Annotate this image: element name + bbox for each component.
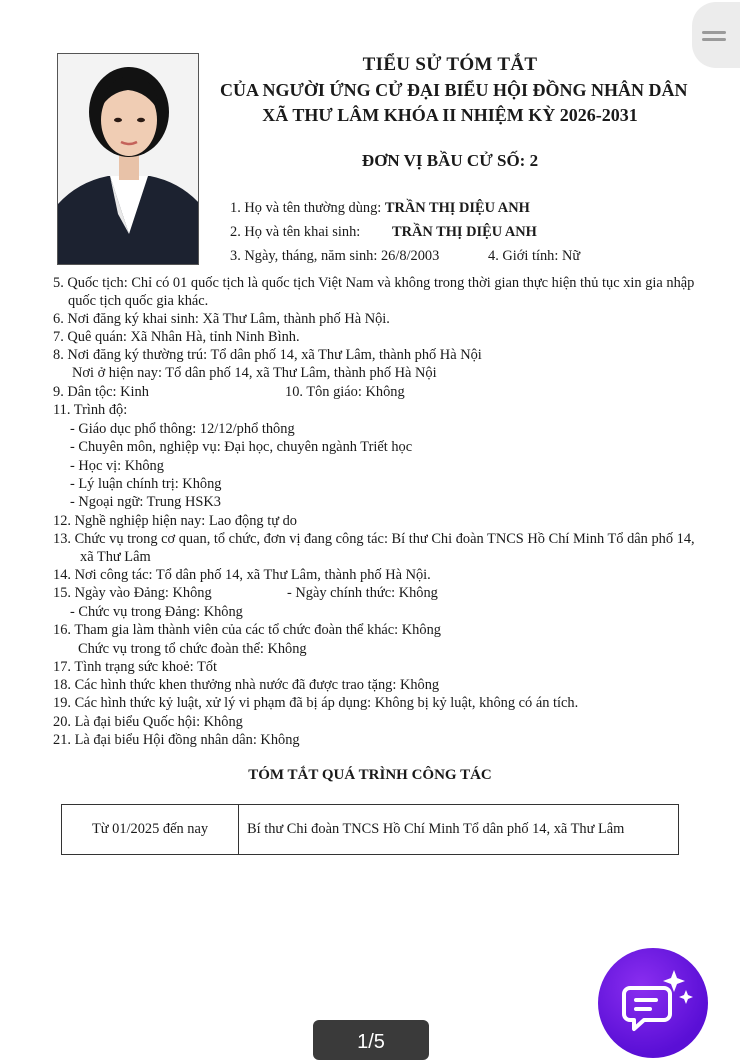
field-hometown: 7. Quê quán: Xã Nhân Hà, tỉnh Ninh Bình. <box>53 329 300 345</box>
field-occupation: 12. Nghề nghiệp hiện nay: Lao động tự do <box>53 513 298 529</box>
ai-assistant-button[interactable] <box>598 948 708 1058</box>
field-peoples-council: 21. Là đại biểu Hội đồng nhân dân: Không <box>53 732 300 748</box>
field-party-join-date: 15. Ngày vào Đảng: Không <box>53 585 212 601</box>
field-organization-position: Chức vụ trong tổ chức đoàn thể: Không <box>78 641 307 657</box>
field-party-position: - Chức vụ trong Đảng: Không <box>70 604 243 620</box>
field-common-name <box>230 199 530 217</box>
field-national-assembly: 20. Là đại biểu Quốc hội: Không <box>53 714 243 730</box>
field-education-political: - Lý luận chính trị: Không <box>70 476 222 492</box>
doc-subtitle-2: XÃ THƯ LÂM KHÓA II NHIỆM KỲ 2026-2031 <box>262 105 638 125</box>
field-awards: 18. Các hình thức khen thưởng nhà nước đã được trao tặng: Không <box>53 677 440 693</box>
field-organizations: 16. Tham gia làm thành viên của các tổ chức đoàn thể khác: Không <box>53 622 441 638</box>
scroll-handle-icon[interactable] <box>692 2 740 68</box>
field-workplace: 14. Nơi công tác: Tổ dân phố 14, xã Thư Lâm, thành phố Hà Nội. <box>53 567 431 583</box>
field-common-name-value: TRẦN THỊ DIỆU ANH <box>384 200 530 216</box>
field-education-general: - Giáo dục phổ thông: 12/12/phổ thông <box>70 421 295 437</box>
page-indicator: 1/5 <box>313 1020 429 1060</box>
ai-chat-sparkle-icon <box>598 948 708 1058</box>
work-history-title: TÓM TẮT QUÁ TRÌNH CÔNG TÁC <box>248 767 492 783</box>
field-birth-registration: 6. Nơi đăng ký khai sinh: Xã Thư Lâm, thành phố Hà Nội. <box>53 311 390 327</box>
field-position-cont: xã Thư Lâm <box>80 549 151 565</box>
field-permanent-residence: 8. Nơi đăng ký thường trú: Tổ dân phố 14, xã Thư Lâm, thành phố Hà Nội <box>53 347 482 363</box>
work-history-table <box>61 804 679 855</box>
field-birth-name-value: TRẦN THỊ DIỆU ANH <box>392 224 537 240</box>
field-ethnicity: 9. Dân tộc: Kinh <box>53 384 149 400</box>
work-period-cell: Từ 01/2025 đến nay <box>62 805 239 855</box>
candidate-photo <box>57 53 199 265</box>
field-nationality-cont: quốc tịch quốc gia khác. <box>68 293 209 309</box>
field-education-language: - Ngoại ngữ: Trung HSK3 <box>70 494 221 510</box>
field-nationality: 5. Quốc tịch: Chỉ có 01 quốc tịch là quốc tịch Việt Nam và không trong thời gian thực hiện thủ tục xin gia nhập <box>53 275 695 291</box>
electoral-unit: ĐƠN VỊ BẦU CỬ SỐ: 2 <box>361 151 539 170</box>
table-row <box>62 805 679 855</box>
field-education-specialty: - Chuyên môn, nghiệp vụ: Đại học, chuyên ngành Triết học <box>70 439 413 455</box>
field-current-residence: Nơi ở hiện nay: Tổ dân phố 14, xã Thư Lâm, thành phố Hà Nội <box>72 365 437 381</box>
field-health: 17. Tình trạng sức khoẻ: Tốt <box>53 659 217 675</box>
field-education-degree: - Học vị: Không <box>70 458 164 474</box>
field-discipline: 19. Các hình thức kỷ luật, xử lý vi phạm đã bị áp dụng: Không bị kỷ luật, không có án tích. <box>53 695 579 711</box>
field-party-official-date: - Ngày chính thức: Không <box>287 585 438 601</box>
field-gender: 4. Giới tính: Nữ <box>488 248 581 264</box>
field-birth-name-label: 2. Họ và tên khai sinh: <box>230 224 361 240</box>
field-position: 13. Chức vụ trong cơ quan, tổ chức, đơn vị đang công tác: Bí thư Chi đoàn TNCS Hồ Chí Minh Tổ dân phố 14, <box>53 531 695 547</box>
field-education: 11. Trình độ: <box>53 402 128 418</box>
doc-subtitle-1: CỦA NGƯỜI ỨNG CỬ ĐẠI BIỂU HỘI ĐỒNG NHÂN DÂN <box>220 80 688 100</box>
doc-title: TIỂU SỬ TÓM TẮT <box>362 54 538 75</box>
portrait-image <box>58 54 199 265</box>
field-common-name-label: 1. Họ và tên thường dùng: <box>230 200 385 216</box>
work-position-cell: Bí thư Chi đoàn TNCS Hồ Chí Minh Tổ dân phố 14, xã Thư Lâm <box>239 805 679 855</box>
field-dob: 3. Ngày, tháng, năm sinh: 26/8/2003 <box>230 248 440 264</box>
field-religion: 10. Tôn giáo: Không <box>285 384 405 400</box>
